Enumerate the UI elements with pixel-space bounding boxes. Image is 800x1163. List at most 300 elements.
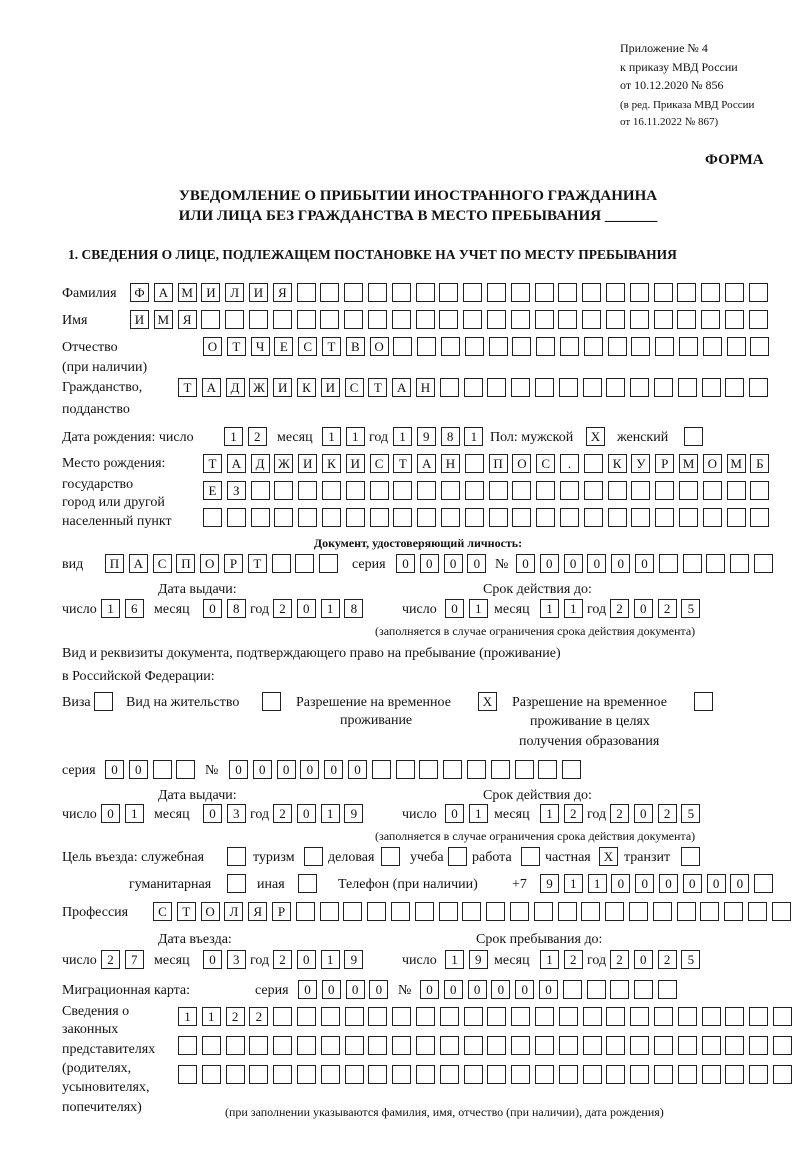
birth-place-line1-char-box[interactable] [465,454,484,473]
temp-residence-checkbox[interactable]: X [478,692,497,711]
profession-char-box[interactable] [534,902,553,921]
migration-card-number-char-box[interactable] [610,980,629,999]
representatives-line1-char-box[interactable]: 1 [178,1007,197,1026]
id-doc-kind-char-box[interactable]: А [129,554,148,573]
citizenship-char-box[interactable]: И [321,378,340,397]
profession-char-box[interactable]: О [201,902,220,921]
stay-doc-issue-month-char-box[interactable]: 3 [227,804,246,823]
name-char-box[interactable] [416,310,435,329]
birth-place-line1-char-box[interactable]: Б [750,454,769,473]
surname-char-box[interactable] [654,283,673,302]
citizenship-char-box[interactable] [725,378,744,397]
stay-doc-issue-year-char-box[interactable]: 0 [297,804,316,823]
birth-place-line3-char-box[interactable] [465,508,484,527]
entry-year-char-box[interactable]: 9 [344,950,363,969]
patronymic-char-box[interactable] [489,337,508,356]
representatives-line1-char-box[interactable] [321,1007,340,1026]
surname-char-box[interactable] [535,283,554,302]
id-doc-number-char-box[interactable]: 0 [540,554,559,573]
stay-doc-number-char-box[interactable] [419,760,438,779]
birth-place-line2-char-box[interactable] [727,481,746,500]
migration-card-number-char-box[interactable] [563,980,582,999]
profession-char-box[interactable] [581,902,600,921]
stay-doc-number-char-box[interactable]: 0 [348,760,367,779]
citizenship-char-box[interactable]: К [297,378,316,397]
stay-doc-series-char-box[interactable] [176,760,195,779]
representatives-line2-char-box[interactable] [654,1036,673,1055]
birth-place-line1-char-box[interactable]: Н [441,454,460,473]
citizenship-char-box[interactable]: Т [178,378,197,397]
representatives-line2-char-box[interactable] [178,1036,197,1055]
birth-place-line3-char-box[interactable] [251,508,270,527]
representatives-line1-char-box[interactable] [368,1007,387,1026]
birth-place-line1-char-box[interactable]: Р [655,454,674,473]
migration-card-number-char-box[interactable] [634,980,653,999]
birth-day-char-box[interactable]: 2 [248,427,267,446]
stay-doc-number-char-box[interactable] [562,760,581,779]
patronymic-char-box[interactable] [750,337,769,356]
surname-char-box[interactable] [344,283,363,302]
surname-char-box[interactable] [630,283,649,302]
phone-char-box[interactable]: 1 [588,874,607,893]
representatives-line2-char-box[interactable] [464,1036,483,1055]
birth-place-line3-char-box[interactable] [608,508,627,527]
representatives-line3-char-box[interactable] [368,1065,387,1084]
stay-doc-number-char-box[interactable]: 0 [253,760,272,779]
id-doc-number-char-box[interactable] [730,554,749,573]
birth-place-line2-char-box[interactable] [274,481,293,500]
birth-place-line3-char-box[interactable] [346,508,365,527]
purpose-option-checkbox[interactable] [448,847,467,866]
representatives-line1-char-box[interactable] [511,1007,530,1026]
name-char-box[interactable]: И [130,310,149,329]
birth-place-line2-char-box[interactable]: З [227,481,246,500]
purpose-option-checkbox[interactable] [298,874,317,893]
birth-place-line3-char-box[interactable] [584,508,603,527]
stay-year-char-box[interactable]: 2 [658,950,677,969]
citizenship-char-box[interactable] [749,378,768,397]
id-doc-series-char-box[interactable]: 0 [396,554,415,573]
birth-place-line3-char-box[interactable] [536,508,555,527]
id-doc-number-char-box[interactable] [683,554,702,573]
id-doc-valid-year-char-box[interactable]: 5 [681,599,700,618]
representatives-line1-char-box[interactable] [273,1007,292,1026]
stay-doc-number-char-box[interactable]: 0 [277,760,296,779]
representatives-line3-char-box[interactable] [773,1065,792,1084]
stay-doc-valid-day-char-box[interactable]: 0 [445,804,464,823]
representatives-line1-char-box[interactable] [535,1007,554,1026]
name-char-box[interactable]: Я [178,310,197,329]
profession-char-box[interactable] [700,902,719,921]
representatives-line3-char-box[interactable] [226,1065,245,1084]
entry-month-char-box[interactable]: 0 [203,950,222,969]
citizenship-char-box[interactable] [678,378,697,397]
birth-place-line2-char-box[interactable]: Е [203,481,222,500]
representatives-line1-char-box[interactable] [440,1007,459,1026]
representatives-line1-char-box[interactable] [345,1007,364,1026]
birth-year-char-box[interactable]: 9 [417,427,436,446]
birth-place-line3-char-box[interactable] [703,508,722,527]
visa-checkbox[interactable] [94,692,113,711]
representatives-line2-char-box[interactable] [226,1036,245,1055]
representatives-line1-char-box[interactable] [559,1007,578,1026]
stay-day-char-box[interactable]: 9 [469,950,488,969]
female-checkbox[interactable] [684,427,703,446]
representatives-line1-char-box[interactable] [297,1007,316,1026]
citizenship-char-box[interactable]: Д [226,378,245,397]
representatives-line3-char-box[interactable] [702,1065,721,1084]
stay-doc-issue-day-char-box[interactable]: 1 [125,804,144,823]
representatives-line1-char-box[interactable] [392,1007,411,1026]
representatives-line3-char-box[interactable] [487,1065,506,1084]
surname-char-box[interactable] [320,283,339,302]
representatives-line3-char-box[interactable] [535,1065,554,1084]
representatives-line2-char-box[interactable] [583,1036,602,1055]
birth-place-line3-char-box[interactable] [727,508,746,527]
representatives-line1-char-box[interactable] [678,1007,697,1026]
patronymic-char-box[interactable]: В [346,337,365,356]
birth-place-line3-char-box[interactable] [489,508,508,527]
profession-char-box[interactable] [605,902,624,921]
representatives-line1-char-box[interactable] [654,1007,673,1026]
stay-doc-issue-month-char-box[interactable]: 0 [203,804,222,823]
phone-char-box[interactable]: 0 [659,874,678,893]
profession-char-box[interactable] [439,902,458,921]
surname-char-box[interactable]: М [178,283,197,302]
birth-place-line2-char-box[interactable] [346,481,365,500]
birth-place-line2-char-box[interactable] [703,481,722,500]
phone-char-box[interactable]: 0 [611,874,630,893]
patronymic-char-box[interactable]: Ч [251,337,270,356]
representatives-line3-char-box[interactable] [297,1065,316,1084]
id-doc-valid-day-char-box[interactable]: 1 [469,599,488,618]
birth-year-char-box[interactable]: 1 [464,427,483,446]
patronymic-char-box[interactable] [465,337,484,356]
representatives-line2-char-box[interactable] [725,1036,744,1055]
representatives-line1-char-box[interactable] [416,1007,435,1026]
representatives-line3-char-box[interactable] [583,1065,602,1084]
birth-place-line1-char-box[interactable]: К [608,454,627,473]
birth-place-line3-char-box[interactable] [274,508,293,527]
stay-doc-issue-year-char-box[interactable]: 1 [321,804,340,823]
citizenship-char-box[interactable] [606,378,625,397]
purpose-option-checkbox[interactable] [681,847,700,866]
birth-place-line2-char-box[interactable] [750,481,769,500]
patronymic-char-box[interactable] [584,337,603,356]
migration-card-series-char-box[interactable]: 0 [369,980,388,999]
patronymic-char-box[interactable] [417,337,436,356]
surname-char-box[interactable] [297,283,316,302]
stay-doc-series-char-box[interactable] [153,760,172,779]
phone-char-box[interactable]: 0 [707,874,726,893]
id-doc-valid-year-char-box[interactable]: 2 [658,599,677,618]
migration-card-number-char-box[interactable]: 0 [420,980,439,999]
id-doc-issue-year-char-box[interactable]: 0 [297,599,316,618]
id-doc-number-char-box[interactable]: 0 [611,554,630,573]
surname-char-box[interactable] [701,283,720,302]
profession-char-box[interactable] [462,902,481,921]
surname-char-box[interactable]: Ф [130,283,149,302]
representatives-line1-char-box[interactable]: 1 [202,1007,221,1026]
entry-day-char-box[interactable]: 2 [101,950,120,969]
surname-char-box[interactable] [487,283,506,302]
id-doc-valid-day-char-box[interactable]: 0 [445,599,464,618]
representatives-line1-char-box[interactable] [749,1007,768,1026]
id-doc-kind-char-box[interactable]: О [200,554,219,573]
entry-month-char-box[interactable]: 3 [227,950,246,969]
name-char-box[interactable] [439,310,458,329]
surname-char-box[interactable]: А [154,283,173,302]
birth-year-char-box[interactable]: 8 [441,427,460,446]
migration-card-number-char-box[interactable]: 0 [444,980,463,999]
stay-month-char-box[interactable]: 2 [564,950,583,969]
name-char-box[interactable] [201,310,220,329]
id-doc-kind-char-box[interactable]: П [105,554,124,573]
stay-doc-number-char-box[interactable] [538,760,557,779]
id-doc-valid-year-char-box[interactable]: 0 [634,599,653,618]
surname-char-box[interactable]: И [249,283,268,302]
representatives-line3-char-box[interactable] [654,1065,673,1084]
birth-place-line2-char-box[interactable] [465,481,484,500]
stay-doc-issue-year-char-box[interactable]: 2 [273,804,292,823]
name-char-box[interactable] [535,310,554,329]
residence-permit-checkbox[interactable] [262,692,281,711]
citizenship-char-box[interactable]: А [202,378,221,397]
phone-char-box[interactable]: 0 [635,874,654,893]
representatives-line2-char-box[interactable] [630,1036,649,1055]
birth-place-line2-char-box[interactable] [489,481,508,500]
representatives-line2-char-box[interactable] [273,1036,292,1055]
purpose-option-checkbox[interactable]: X [599,847,618,866]
purpose-option-checkbox[interactable] [304,847,323,866]
name-char-box[interactable] [725,310,744,329]
representatives-line1-char-box[interactable] [487,1007,506,1026]
surname-char-box[interactable]: И [201,283,220,302]
id-doc-kind-char-box[interactable] [295,554,314,573]
patronymic-char-box[interactable]: С [298,337,317,356]
patronymic-char-box[interactable]: Е [274,337,293,356]
citizenship-char-box[interactable] [511,378,530,397]
migration-card-series-char-box[interactable]: 0 [322,980,341,999]
birth-place-line1-char-box[interactable]: С [536,454,555,473]
surname-char-box[interactable] [749,283,768,302]
phone-char-box[interactable] [754,874,773,893]
purpose-option-checkbox[interactable] [381,847,400,866]
representatives-line2-char-box[interactable] [749,1036,768,1055]
name-char-box[interactable]: М [154,310,173,329]
representatives-line1-char-box[interactable] [773,1007,792,1026]
birth-place-line3-char-box[interactable] [679,508,698,527]
representatives-line2-char-box[interactable] [202,1036,221,1055]
surname-char-box[interactable] [558,283,577,302]
citizenship-char-box[interactable] [654,378,673,397]
stay-doc-valid-year-char-box[interactable]: 0 [634,804,653,823]
representatives-line3-char-box[interactable] [202,1065,221,1084]
stay-doc-issue-day-char-box[interactable]: 0 [101,804,120,823]
patronymic-char-box[interactable] [703,337,722,356]
birth-place-line2-char-box[interactable] [608,481,627,500]
profession-char-box[interactable] [415,902,434,921]
representatives-line2-char-box[interactable] [416,1036,435,1055]
representatives-line2-char-box[interactable] [559,1036,578,1055]
id-doc-number-char-box[interactable]: 0 [587,554,606,573]
citizenship-char-box[interactable] [487,378,506,397]
patronymic-char-box[interactable]: О [203,337,222,356]
stay-doc-issue-year-char-box[interactable]: 9 [344,804,363,823]
representatives-line1-char-box[interactable] [702,1007,721,1026]
profession-char-box[interactable]: Я [248,902,267,921]
purpose-option-checkbox[interactable] [521,847,540,866]
representatives-line3-char-box[interactable] [440,1065,459,1084]
birth-place-line1-char-box[interactable]: Ж [274,454,293,473]
id-doc-kind-char-box[interactable]: Т [248,554,267,573]
birth-place-line1-char-box[interactable]: И [298,454,317,473]
representatives-line1-char-box[interactable]: 2 [249,1007,268,1026]
name-char-box[interactable] [558,310,577,329]
birth-place-line2-char-box[interactable] [393,481,412,500]
representatives-line2-char-box[interactable] [702,1036,721,1055]
birth-place-line3-char-box[interactable] [370,508,389,527]
stay-doc-number-char-box[interactable] [396,760,415,779]
profession-char-box[interactable] [653,902,672,921]
representatives-line3-char-box[interactable] [273,1065,292,1084]
stay-doc-valid-day-char-box[interactable]: 1 [469,804,488,823]
birth-place-line3-char-box[interactable] [631,508,650,527]
profession-char-box[interactable] [629,902,648,921]
id-doc-kind-char-box[interactable]: С [153,554,172,573]
birth-place-line1-char-box[interactable]: П [489,454,508,473]
stay-year-char-box[interactable]: 2 [610,950,629,969]
name-char-box[interactable] [630,310,649,329]
representatives-line2-char-box[interactable] [368,1036,387,1055]
representatives-line2-char-box[interactable] [487,1036,506,1055]
surname-char-box[interactable] [463,283,482,302]
citizenship-char-box[interactable]: Ж [249,378,268,397]
id-doc-number-char-box[interactable] [659,554,678,573]
id-doc-kind-char-box[interactable] [272,554,291,573]
birth-place-line3-char-box[interactable] [322,508,341,527]
citizenship-char-box[interactable] [535,378,554,397]
id-doc-kind-char-box[interactable]: Р [224,554,243,573]
id-doc-issue-month-char-box[interactable]: 8 [227,599,246,618]
name-char-box[interactable] [344,310,363,329]
birth-place-line2-char-box[interactable] [679,481,698,500]
stay-doc-valid-year-char-box[interactable]: 2 [610,804,629,823]
citizenship-char-box[interactable]: А [392,378,411,397]
id-doc-issue-year-char-box[interactable]: 1 [321,599,340,618]
id-doc-series-char-box[interactable]: 0 [444,554,463,573]
birth-place-line3-char-box[interactable] [512,508,531,527]
name-char-box[interactable] [654,310,673,329]
name-char-box[interactable] [225,310,244,329]
id-doc-issue-year-char-box[interactable]: 8 [344,599,363,618]
representatives-line2-char-box[interactable] [440,1036,459,1055]
name-char-box[interactable] [701,310,720,329]
stay-doc-number-char-box[interactable] [491,760,510,779]
profession-char-box[interactable]: Р [272,902,291,921]
name-char-box[interactable] [463,310,482,329]
birth-place-line3-char-box[interactable] [203,508,222,527]
stay-doc-valid-month-char-box[interactable]: 1 [540,804,559,823]
id-doc-kind-char-box[interactable] [319,554,338,573]
representatives-line1-char-box[interactable] [725,1007,744,1026]
birth-place-line1-char-box[interactable]: К [322,454,341,473]
id-doc-issue-year-char-box[interactable]: 2 [273,599,292,618]
representatives-line2-char-box[interactable] [345,1036,364,1055]
birth-place-line1-char-box[interactable]: Д [251,454,270,473]
name-char-box[interactable] [368,310,387,329]
name-char-box[interactable] [487,310,506,329]
birth-place-line3-char-box[interactable] [750,508,769,527]
stay-day-char-box[interactable]: 1 [445,950,464,969]
citizenship-char-box[interactable] [630,378,649,397]
birth-place-line3-char-box[interactable] [393,508,412,527]
migration-card-number-char-box[interactable]: 0 [468,980,487,999]
birth-day-char-box[interactable]: 1 [224,427,243,446]
birth-place-line1-char-box[interactable]: О [703,454,722,473]
migration-card-number-char-box[interactable]: 0 [491,980,510,999]
stay-doc-valid-year-char-box[interactable]: 5 [681,804,700,823]
birth-month-char-box[interactable]: 1 [322,427,341,446]
birth-place-line2-char-box[interactable] [417,481,436,500]
birth-place-line1-char-box[interactable]: С [370,454,389,473]
name-char-box[interactable] [320,310,339,329]
birth-place-line1-char-box[interactable]: А [227,454,246,473]
citizenship-char-box[interactable] [440,378,459,397]
birth-place-line2-char-box[interactable] [560,481,579,500]
patronymic-char-box[interactable] [441,337,460,356]
surname-char-box[interactable] [677,283,696,302]
birth-place-line1-char-box[interactable]: И [346,454,365,473]
representatives-line2-char-box[interactable] [249,1036,268,1055]
id-doc-series-char-box[interactable]: 0 [467,554,486,573]
representatives-line3-char-box[interactable] [464,1065,483,1084]
representatives-line2-char-box[interactable] [297,1036,316,1055]
surname-char-box[interactable] [582,283,601,302]
surname-char-box[interactable] [606,283,625,302]
citizenship-char-box[interactable] [702,378,721,397]
citizenship-char-box[interactable]: Т [368,378,387,397]
profession-char-box[interactable] [391,902,410,921]
stay-doc-series-char-box[interactable]: 0 [105,760,124,779]
entry-year-char-box[interactable]: 2 [273,950,292,969]
birth-place-line3-char-box[interactable] [441,508,460,527]
birth-place-line1-char-box[interactable]: А [417,454,436,473]
representatives-line3-char-box[interactable] [345,1065,364,1084]
birth-place-line3-char-box[interactable] [417,508,436,527]
birth-place-line2-char-box[interactable] [536,481,555,500]
citizenship-char-box[interactable]: С [345,378,364,397]
name-char-box[interactable] [392,310,411,329]
profession-char-box[interactable] [486,902,505,921]
profession-char-box[interactable] [724,902,743,921]
stay-doc-series-char-box[interactable]: 0 [129,760,148,779]
surname-char-box[interactable]: Я [273,283,292,302]
representatives-line2-char-box[interactable] [773,1036,792,1055]
representatives-line2-char-box[interactable] [678,1036,697,1055]
representatives-line3-char-box[interactable] [725,1065,744,1084]
purpose-option-checkbox[interactable] [227,874,246,893]
profession-char-box[interactable] [320,902,339,921]
profession-char-box[interactable] [677,902,696,921]
edu-residence-checkbox[interactable] [694,692,713,711]
id-doc-issue-day-char-box[interactable]: 1 [101,599,120,618]
phone-char-box[interactable]: 0 [730,874,749,893]
stay-year-char-box[interactable]: 0 [634,950,653,969]
entry-day-char-box[interactable]: 7 [125,950,144,969]
entry-year-char-box[interactable]: 1 [321,950,340,969]
birth-place-line3-char-box[interactable] [655,508,674,527]
